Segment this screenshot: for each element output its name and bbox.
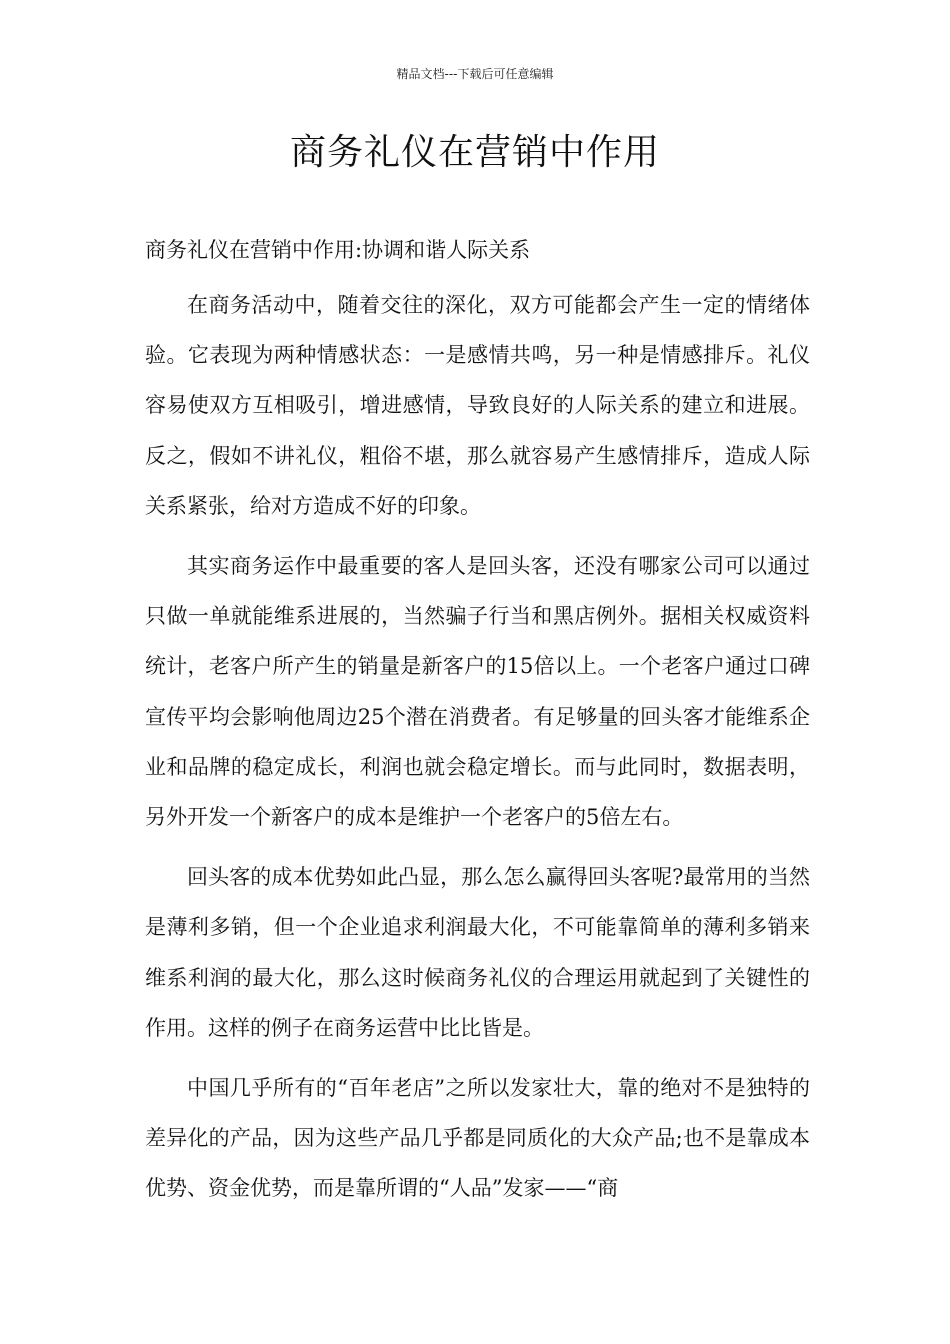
paragraph-3: 回头客的成本优势如此凸显，那么怎么赢得回头客呢?最常用的当然是薄利多销，但一个企业追求利润最大化，不可能靠简单的薄利多销来维系利润的最大化，那么这时候商务礼仪的合理运用就起到了关键性的作用。这样的例子在商务运营中比比皆是。	[145, 865, 810, 1040]
paragraph-1: 在商务活动中，随着交往的深化，双方可能都会产生一定的情绪体验。它表现为两种情感状态：一是感情共鸣，另一种是情感排斥。礼仪容易使双方互相吸引，增进感情，导致良好的人际关系的建立和进展。反之，假如不讲礼仪，粗俗不堪，那么就容易产生感情排斥，造成人际关系紧张，给对方造成不好的印象。	[145, 293, 810, 518]
document-body	[145, 230, 810, 1214]
section-subtitle: 商务礼仪在营销中作用:协调和谐人际关系	[145, 238, 531, 262]
paragraph-2: 其实商务运作中最重要的客人是回头客，还没有哪家公司可以通过只做一单就能维系进展的，当然骗子行当和黑店例外。据相关权威资料统计，老客户所产生的销量是新客户的15倍以上。一个老客户通过口碑宣传平均会影响他周边25个潜在消费者。有足够量的回头客才能维系企业和品牌的稳定成长，利润也就会稳定增长。而与此同时，数据表明，另外开发一个新客户的成本是维护一个老客户的5倍左右。	[145, 554, 810, 830]
document-title: 商务礼仪在营销中作用	[289, 132, 660, 173]
header-note: 精品文档---下载后可任意编辑	[396, 67, 554, 81]
paragraph-4: 中国几乎所有的“百年老店”之所以发家壮大，靠的绝对不是独特的差异化的产品，因为这些产品几乎都是同质化的大众产品;也不是靠成本优势、资金优势，而是靠所谓的“人品”发家——“商	[145, 1076, 810, 1201]
